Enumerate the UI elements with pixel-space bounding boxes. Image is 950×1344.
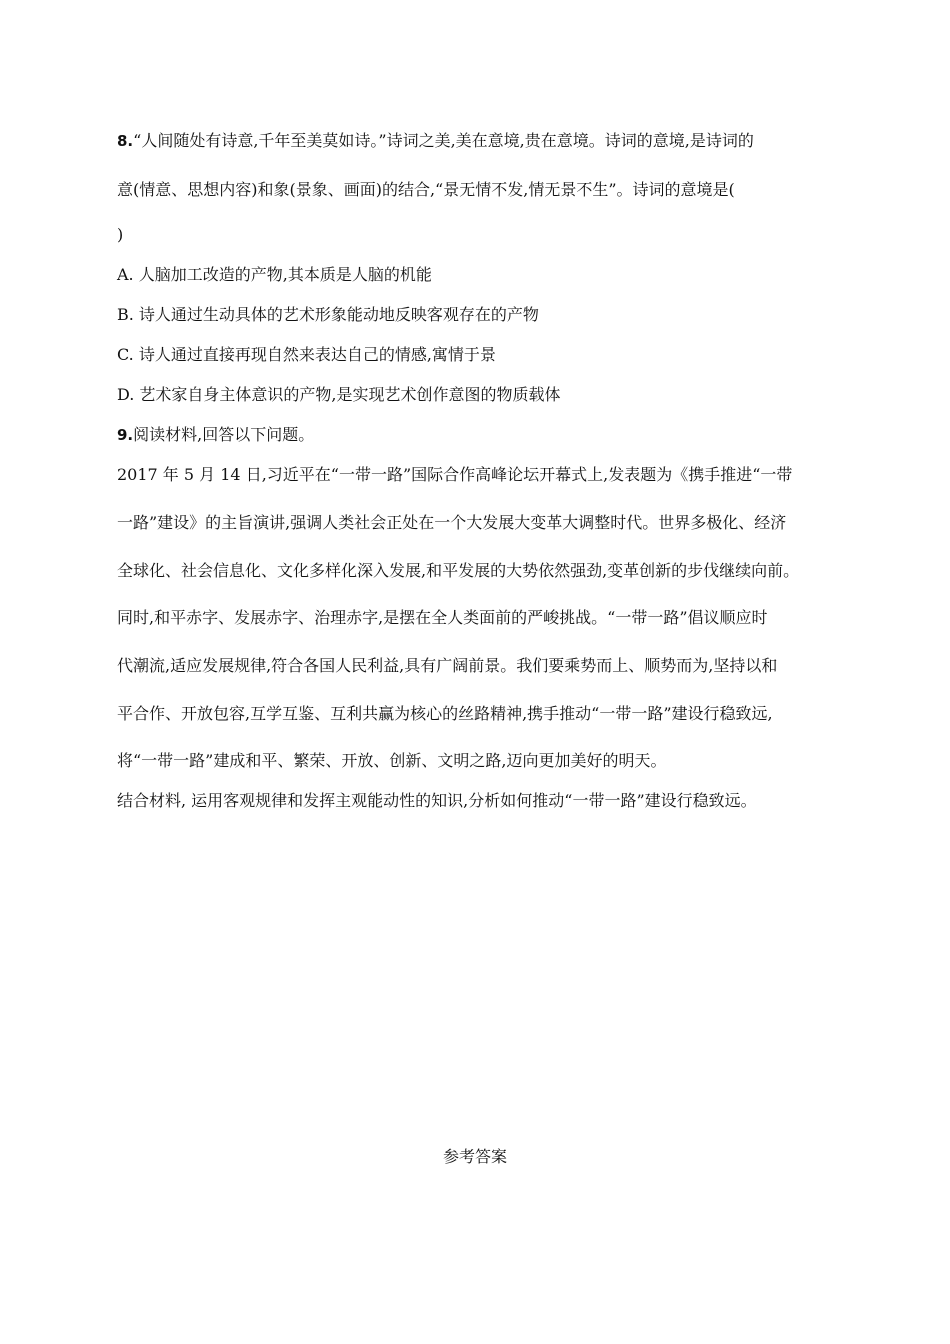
q9-material-line-2: 一路”建设》的主旨演讲,强调人类社会正处在一个大发展大变革大调整时代。世界多极化、经济 (117, 513, 787, 532)
q8-option-c: C. 诗人通过直接再现自然来表达自己的情感,寓情于景 (117, 345, 496, 364)
q9-title: 阅读材料,回答以下问题。 (133, 425, 315, 444)
q8-option-b: B. 诗人通过生动具体的艺术形象能动地反映客观存在的产物 (117, 305, 539, 324)
q9-question: 结合材料, 运用客观规律和发挥主观能动性的知识,分析如何推动“一带一路”建设行稳致远。 (117, 791, 757, 810)
q9-number: 9. (117, 426, 134, 444)
q8-stem-line-1 (117, 130, 837, 152)
q8-number: 8. (117, 132, 134, 150)
q8-stem-line-3: ) (117, 225, 124, 244)
q8-stem-line-2: 意(情意、思想内容)和象(景象、画面)的结合,“景无情不发,情无景不生”。诗词的意境是( (117, 180, 735, 199)
q9-material-line-5: 代潮流,适应发展规律,符合各国人民利益,具有广阔前景。我们要乘势而上、顺势而为,坚持以和 (117, 656, 778, 675)
q9-material-line-6: 平合作、开放包容,互学互鉴、互利共赢为核心的丝路精神,携手推动“一带一路”建设行稳致远, (117, 704, 773, 723)
q9-material-line-4: 同时,和平赤字、发展赤字、治理赤字,是摆在全人类面前的严峻挑战。“一带一路”倡议顺应时 (117, 608, 768, 627)
q9-material-line-3: 全球化、社会信息化、文化多样化深入发展,和平发展的大势依然强劲,变革创新的步伐继续向前。 (117, 561, 800, 580)
q8-option-d: D. 艺术家自身主体意识的产物,是实现艺术创作意图的物质载体 (117, 385, 561, 404)
answer-heading: 参考答案 (442, 1147, 507, 1166)
q8-stem-text-1: “人间随处有诗意,千年至美莫如诗。”诗词之美,美在意境,贵在意境。诗词的意境,是诗词的 (133, 131, 754, 150)
q8-option-a: A. 人脑加工改造的产物,其本质是人脑的机能 (117, 265, 432, 284)
q9-material-line-7: 将“一带一路”建成和平、繁荣、开放、创新、文明之路,迈向更加美好的明天。 (117, 751, 667, 770)
q9-title-line (117, 424, 837, 446)
q9-material-line-1: 2017 年 5 月 14 日,习近平在“一带一路”国际合作高峰论坛开幕式上,发表题为《携手推进“一带 (117, 465, 793, 484)
